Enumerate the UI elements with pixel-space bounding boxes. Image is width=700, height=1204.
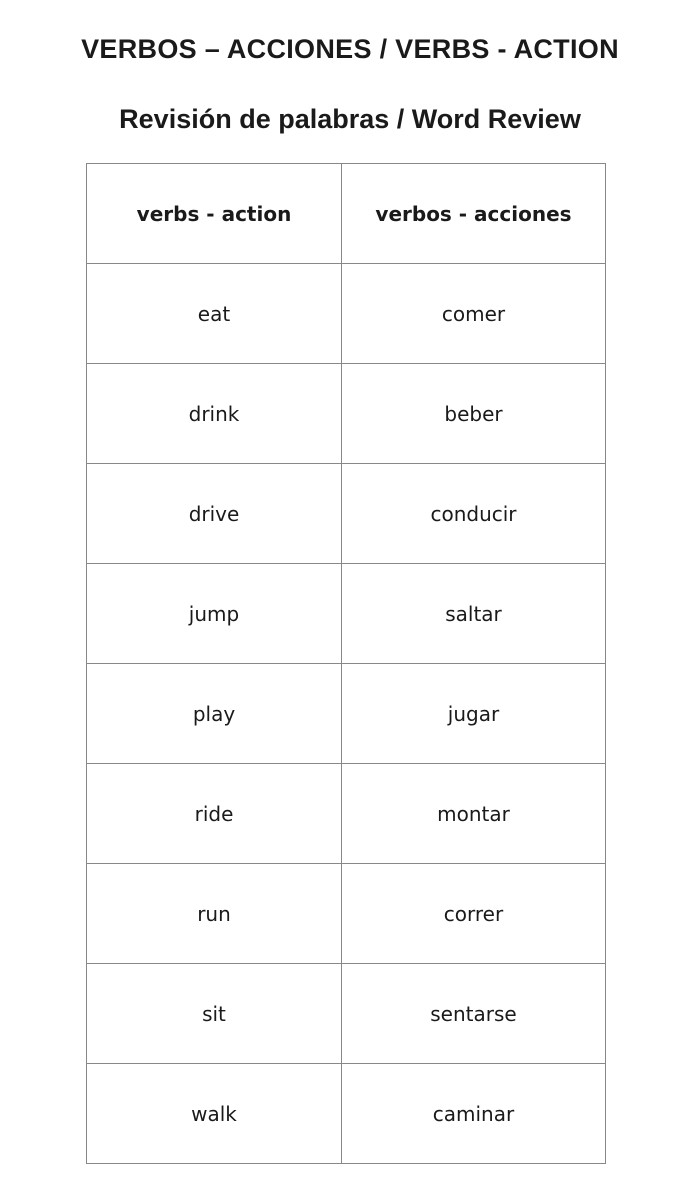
english-word: jump: [87, 564, 342, 664]
spanish-word: montar: [342, 764, 606, 864]
spanish-word: correr: [342, 864, 606, 964]
header-spanish: verbos - acciones: [342, 164, 606, 264]
table-row: [87, 964, 606, 1064]
english-word: drive: [87, 464, 342, 564]
spanish-word: conducir: [342, 464, 606, 564]
english-word: drink: [87, 364, 342, 464]
page-subtitle: Revisión de palabras / Word Review: [119, 104, 581, 134]
vocabulary-table: [86, 163, 606, 1164]
table-row: [87, 664, 606, 764]
page-title: VERBOS – ACCIONES / VERBS - ACTION: [81, 34, 619, 64]
english-word: run: [87, 864, 342, 964]
table-row: [87, 764, 606, 864]
spanish-word: sentarse: [342, 964, 606, 1064]
spanish-word: jugar: [342, 664, 606, 764]
table-row: [87, 464, 606, 564]
table-row: [87, 564, 606, 664]
english-word: eat: [87, 264, 342, 364]
english-word: ride: [87, 764, 342, 864]
table-row: [87, 1064, 606, 1164]
spanish-word: comer: [342, 264, 606, 364]
spanish-word: caminar: [342, 1064, 606, 1164]
english-word: walk: [87, 1064, 342, 1164]
spanish-word: saltar: [342, 564, 606, 664]
english-word: play: [87, 664, 342, 764]
table-row: [87, 364, 606, 464]
table-row: [87, 864, 606, 964]
english-word: sit: [87, 964, 342, 1064]
table-header-row: [87, 164, 606, 264]
spanish-word: beber: [342, 364, 606, 464]
table-row: [87, 264, 606, 364]
header-english: verbs - action: [87, 164, 342, 264]
